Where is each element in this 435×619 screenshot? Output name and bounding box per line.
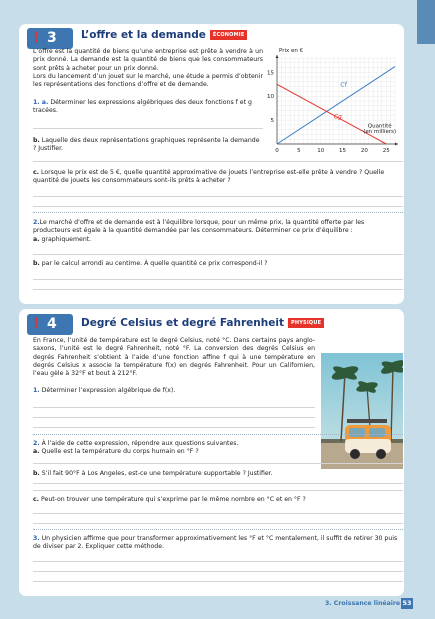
question-2: 2. À l’aide de cette expression, répondre aux questions suivantes. a. Quelle est la température du corps humain en °F ?: [33, 440, 239, 456]
answer-line: [33, 161, 403, 162]
exercise-number-badge: [27, 28, 73, 49]
exercise-title: [81, 29, 247, 41]
subject-tag: ÉCONOMIE: [210, 30, 248, 40]
x-axis-arrow: [395, 143, 398, 146]
question-1c: c. Lorsque le prix est de 5 €, quelle quantité approximative de jouets l’entreprise est-elle prête à vendre ? Quelle quantité de jouets les consommateurs sont-ils prêts à acheter ?: [33, 169, 385, 185]
exercise-number: 3: [47, 30, 57, 46]
intro-paragraph-2: Lors du lancement d’un jouet sur le marché, une étude a permis d’obtenir les représentations des fonctions d’offre et de demande.: [33, 72, 263, 89]
answer-line: [33, 561, 403, 562]
answer-line: [33, 196, 403, 197]
y-axis-label: Prix en €: [279, 48, 304, 54]
series-label-cg: Cg: [333, 113, 342, 121]
question-2c: c. Peut-on trouver une température qui s’exprime par le même nombre en °C et en °F ?: [33, 496, 306, 503]
question-1: 1. Déterminer l’expression algébrique de f(x).: [33, 387, 176, 394]
answer-line: [33, 417, 315, 418]
question-2: 2.Le marché d’offre et de demande est à l’équilibre lorsque, pour un même prix, la quantité offerte par les producteurs est égale à la quantité demandée par les consommateurs. Déterminer ce prix d’équilibre : a. graphiquement.: [33, 219, 365, 243]
intro-text: En France, l’unité de température est le degré Celsius, noté °C. Dans certains pays anglo-saxons, l’unité est le degré Fahrenheit, noté °F. La conversion des degrés Celsius en degrés Fahrenheit s’obtient à l’aide d’une fonction affine f qui à une température en degrés Celsius x associe la température f(x) en degrés Fahrenheit. Pour un Californien, l’eau gèle à 32°F et bout à 212°F.: [33, 337, 315, 378]
question-1b: b. Laquelle des deux représentations graphiques représente la demande ? Justifier.: [33, 137, 260, 153]
answer-line: [33, 463, 403, 464]
y-tick-label: 10: [267, 94, 274, 101]
answer-line: [33, 571, 403, 572]
question-separator: [33, 212, 403, 213]
exercise-title-text: Degré Celsius et degré Fahrenheit: [81, 317, 284, 329]
question-1a: 1. a. Déterminer les expressions algébriques des deux fonctions f et g tracées.: [33, 99, 252, 115]
exercise-number-badge: [27, 314, 73, 335]
subject-tag: PHYSIQUE: [288, 318, 324, 328]
chapter-footer: 3. Croissance linéaire: [325, 600, 401, 607]
x-axis-label: Quantité: [367, 123, 392, 130]
y-tick-label: 15: [267, 70, 274, 77]
answer-line: [33, 427, 315, 428]
supply-demand-chart: [249, 46, 401, 154]
question-2b: b. par le calcul arrondi au centime. À quelle quantité ce prix correspond-il ?: [33, 260, 268, 267]
page-edge-tab: [417, 0, 435, 44]
answer-line: [33, 523, 403, 524]
answer-line: [33, 128, 263, 129]
x-tick-label: 20: [360, 148, 368, 154]
answer-line: [33, 206, 403, 207]
series-line-cg: [277, 81, 386, 144]
y-axis-arrow: [276, 55, 279, 58]
x-tick-label: 5: [297, 148, 301, 154]
answer-line: [33, 407, 315, 408]
answer-line: [33, 581, 403, 582]
answer-line: [33, 279, 403, 280]
exercise-title-text: L’offre et la demande: [81, 29, 206, 41]
answer-line: [33, 289, 403, 290]
question-3: 3. Un physicien affirme que pour transformer approximativement les °F et °C mentalement, il suffit de retirer 30 puis de diviser par 2. Expliquer cette méthode.: [33, 535, 398, 551]
exercise-number: 4: [47, 316, 57, 332]
answer-line: [33, 490, 403, 491]
x-axis-label-unit: (en milliers): [363, 129, 397, 136]
exercise-4-card: [19, 309, 404, 596]
x-tick-label: 0: [275, 148, 279, 154]
question-2b: b. S’il fait 90°F à Los Angeles, est-ce une température supportable ? Justifier.: [33, 470, 273, 477]
exclamation-icon: !: [33, 30, 40, 46]
question-separator: [33, 434, 403, 435]
series-label-cf: Cf: [340, 81, 347, 89]
question-separator: [33, 529, 403, 530]
answer-line: [33, 483, 403, 484]
x-tick-label: 10: [317, 148, 325, 154]
intro-text: [33, 48, 263, 89]
answer-line: [33, 254, 403, 255]
exercise-title: [81, 317, 324, 329]
intro-paragraph-1: L’offre est la quantité de biens qu’une entreprise est prête à vendre à un prix donné. La demande est la quantité de biens que les consommateurs sont prêts à acheter pour un prix donné.: [33, 48, 263, 72]
exclamation-icon: !: [33, 316, 40, 332]
x-tick-label: 25: [382, 148, 390, 154]
y-tick-label: 5: [270, 118, 274, 125]
answer-line: [33, 513, 403, 514]
x-tick-label: 15: [339, 148, 347, 154]
page-number: 53: [402, 599, 412, 607]
exercise-3-card: [19, 24, 404, 304]
